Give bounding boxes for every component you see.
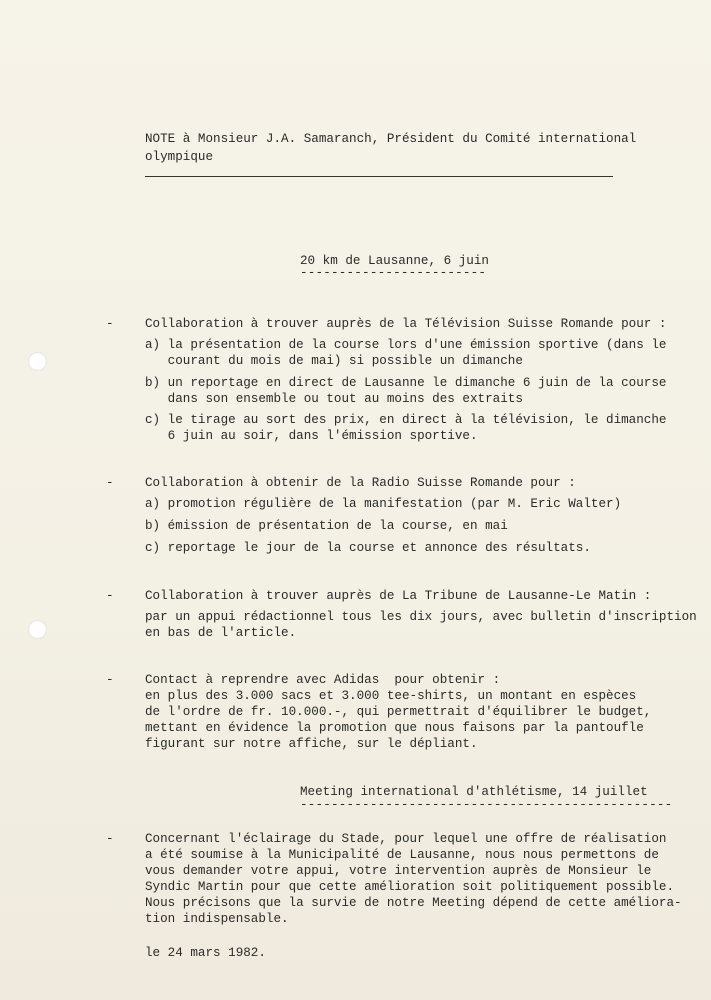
tribune-lead: Collaboration à trouver auprès de La Tribune de Lausanne-Le Matin :	[145, 589, 652, 603]
note-title-line-2: olympique	[145, 150, 214, 164]
tribune-line-2: en bas de l'article.	[145, 626, 297, 640]
adidas-line-3: de l'ordre de fr. 10.000.-, qui permettrait d'équilibrer le budget,	[145, 705, 652, 719]
section-title-20km: 20 km de Lausanne, 6 juin	[300, 254, 489, 268]
bullet-tribune: -	[106, 589, 114, 603]
stade-line-6: tion indispensable.	[145, 912, 289, 926]
stade-line-2: a été soumise à la Municipalité de Lausanne, nous nous permettons de	[145, 848, 659, 862]
tv-item-c-line-2: 6 juin au soir, dans l'émission sportive.	[145, 429, 478, 443]
tribune-line-1: par un appui rédactionnel tous les dix jours, avec bulletin d'inscription	[145, 610, 697, 624]
tv-item-a-line-1: a) la présentation de la course lors d'une émission sportive (dans le	[145, 338, 667, 352]
tv-item-b-line-2: dans son ensemble ou tout au moins des extraits	[145, 392, 523, 406]
section-underline-20km: ------------------------	[300, 266, 487, 280]
tv-lead: Collaboration à trouver auprès de la Télévision Suisse Romande pour :	[145, 317, 667, 331]
adidas-line-5: figurant sur notre affiche, sur le dépliant.	[145, 737, 478, 751]
stade-line-3: vous demander votre appui, votre intervention auprès de Monsieur le	[145, 864, 652, 878]
section-underline-meeting: ------------------------------------------------	[300, 798, 673, 812]
radio-item-a: a) promotion régulière de la manifestation (par M. Eric Walter)	[145, 497, 622, 511]
tv-item-b-line-1: b) un reportage en direct de Lausanne le dimanche 6 juin de la course	[145, 376, 667, 390]
stade-line-4: Syndic Martin pour que cette amélioration soit politiquement possible.	[145, 880, 675, 894]
adidas-line-2: en plus des 3.000 sacs et 3.000 tee-shirts, un montant en espèces	[145, 689, 637, 703]
tv-item-c-line-1: c) le tirage au sort des prix, en direct à la télévision, le dimanche	[145, 413, 667, 427]
bullet-radio: -	[106, 476, 114, 490]
bullet-stade: -	[106, 832, 114, 846]
bullet-tv: -	[106, 317, 114, 331]
stade-line-5: Nous précisons que la survie de notre Meeting dépend de cette améliora-	[145, 896, 682, 910]
header-rule	[145, 176, 613, 177]
document-date: le 24 mars 1982.	[145, 946, 266, 960]
radio-lead: Collaboration à obtenir de la Radio Suisse Romande pour :	[145, 476, 576, 490]
stade-line-1: Concernant l'éclairage du Stade, pour lequel une offre de réalisation	[145, 832, 667, 846]
radio-item-c: c) reportage le jour de la course et annonce des résultats.	[145, 541, 591, 555]
adidas-line-1: Contact à reprendre avec Adidas pour obtenir :	[145, 673, 501, 687]
tv-item-a-line-2: courant du mois de mai) si possible un dimanche	[145, 354, 523, 368]
radio-item-b: b) émission de présentation de la course, en mai	[145, 519, 508, 533]
punch-hole-bottom	[28, 620, 47, 639]
section-title-meeting: Meeting international d'athlétisme, 14 juillet	[300, 785, 648, 799]
punch-hole-top	[28, 352, 47, 371]
adidas-line-4: mettant en évidence la promotion que nous faisons par la pantoufle	[145, 721, 644, 735]
bullet-adidas: -	[106, 673, 114, 687]
note-title-line-1: NOTE à Monsieur J.A. Samaranch, Président du Comité international	[145, 132, 637, 146]
